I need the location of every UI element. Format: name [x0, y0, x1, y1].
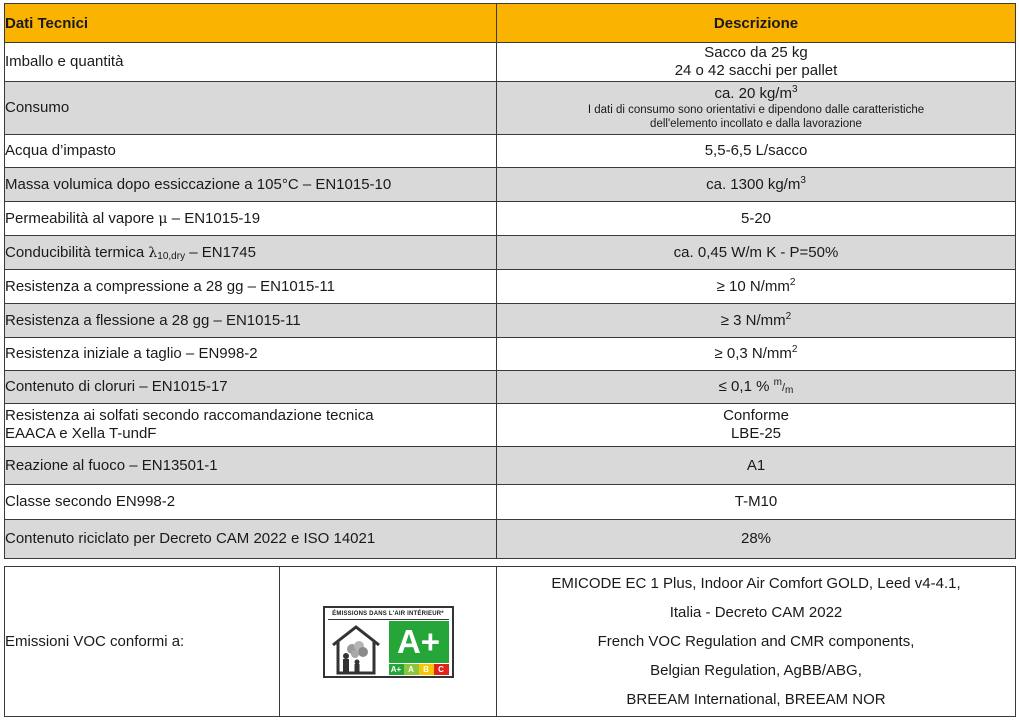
value-consumo [497, 82, 1016, 135]
scale-b: B [419, 664, 434, 675]
header-descrizione: Descrizione [497, 4, 1016, 43]
value-acqua: 5,5-6,5 L/sacco [497, 135, 1016, 168]
value-fuoco: A1 [497, 447, 1016, 485]
label-cloruri: Contenuto di cloruri – EN1015-17 [5, 371, 497, 404]
value-taglio [497, 338, 1016, 371]
value-flessione-main: ≥ 3 N/mm [720, 311, 786, 329]
value-flessione-sup: 2 [785, 310, 792, 322]
scale-a: A [404, 664, 419, 675]
voc-line-3: French VOC Regulation and CMR components, [597, 633, 915, 650]
value-flessione [497, 304, 1016, 338]
value-taglio-sup: 2 [791, 344, 798, 355]
label-riciclato: Contenuto riciclato per Decreto CAM 2022 e ISO 14021 [5, 520, 497, 559]
value-classe: T-M10 [497, 485, 1016, 520]
row-cloruri [5, 371, 1016, 404]
mu-symbol: μ [158, 210, 168, 227]
row-acqua [5, 135, 1016, 168]
label-solfati-line1: Resistenza ai solfati secondo raccomandazione tecnica [5, 407, 374, 424]
consumo-note-line1: I dati di consumo sono orientativi e dipendono dalle caratteristiche [587, 104, 925, 116]
row-permeabilita [5, 202, 1016, 236]
value-cloruri-sub: m [785, 384, 794, 396]
row-consumo [5, 82, 1016, 135]
value-imballo-line2: 24 o 42 sacchi per pallet [674, 62, 838, 79]
lambda-symbol: λ [148, 244, 158, 261]
value-massa-main: ca. 1300 kg/m [706, 175, 801, 193]
value-permeabilita: 5-20 [497, 202, 1016, 236]
row-taglio [5, 338, 1016, 371]
header-dati-tecnici: Dati Tecnici [5, 4, 497, 43]
label-taglio: Resistenza iniziale a taglio – EN998-2 [5, 338, 497, 371]
label-classe: Classe secondo EN998-2 [5, 485, 497, 520]
label-imballo: Imballo e quantità [5, 43, 497, 82]
row-flessione [5, 304, 1016, 338]
label-conducibilita [5, 236, 497, 270]
value-solfati-line1: Conforme [723, 407, 789, 424]
value-solfati [497, 404, 1016, 447]
row-compressione [5, 270, 1016, 304]
value-compressione [497, 270, 1016, 304]
label-permeabilita-post: – EN1015-19 [167, 209, 261, 227]
row-imballo [5, 43, 1016, 82]
lambda-subscript: 10,dry [157, 250, 186, 262]
row-voc [5, 567, 1016, 717]
voc-table [4, 566, 1016, 717]
label-conducibilita-post: – EN1745 [185, 243, 256, 261]
voc-line-5: BREEAM International, BREEAM NOR [626, 691, 886, 708]
row-massa [5, 168, 1016, 202]
voc-line-4: Belgian Regulation, AgBB/ABG, [650, 662, 862, 679]
scale-a-plus: A+ [389, 664, 404, 675]
label-acqua: Acqua d’impasto [5, 135, 497, 168]
badge-heading: ÉMISSIONS DANS L'AIR INTÉRIEUR* [328, 610, 449, 620]
row-solfati [5, 404, 1016, 447]
row-riciclato [5, 520, 1016, 559]
value-compressione-sup: 2 [789, 276, 796, 288]
row-classe [5, 485, 1016, 520]
voc-line-1: EMICODE EC 1 Plus, Indoor Air Comfort GOLD, Leed v4-4.1, [551, 575, 961, 592]
label-voc: Emissioni VOC conformi a: [5, 567, 280, 717]
value-cloruri [497, 371, 1016, 404]
label-fuoco: Reazione al fuoco – EN13501-1 [5, 447, 497, 485]
consumo-note-line2: dell'elemento incollato e dalla lavorazione [650, 118, 862, 130]
value-massa-sup: 3 [800, 174, 806, 186]
value-voc [497, 567, 1016, 717]
value-compressione-main: ≥ 10 N/mm [716, 277, 790, 295]
label-conducibilita-pre: Conducibilità termica [5, 243, 149, 261]
label-flessione: Resistenza a flessione a 28 gg – EN1015-11 [5, 304, 497, 338]
voc-emission-badge [323, 606, 454, 678]
header-row [5, 4, 1016, 43]
row-conducibilita [5, 236, 1016, 270]
label-consumo: Consumo [5, 82, 497, 135]
badge-scale [389, 664, 449, 675]
label-permeabilita-pre: Permeabilità al vapore [5, 209, 159, 227]
value-consumo-main: ca. 20 kg/m [714, 85, 792, 102]
badge-grade: A+ [389, 621, 449, 663]
label-massa: Massa volumica dopo essiccazione a 105°C – EN1015-10 [5, 168, 497, 202]
voc-badge-cell [280, 567, 497, 717]
value-cloruri-sup: m [773, 376, 782, 388]
label-permeabilita [5, 202, 497, 236]
value-cloruri-slash: / [781, 381, 785, 394]
label-solfati-line2: EAACA e Xella T-undF [5, 425, 157, 442]
scale-c: C [434, 664, 449, 675]
value-consumo-sup: 3 [791, 84, 798, 95]
house-icon [330, 623, 382, 675]
label-solfati [5, 404, 497, 447]
voc-line-2: Italia - Decreto CAM 2022 [669, 604, 843, 621]
value-solfati-line2: LBE-25 [730, 425, 782, 442]
value-riciclato: 28% [497, 520, 1016, 559]
value-imballo [497, 43, 1016, 82]
row-fuoco [5, 447, 1016, 485]
value-taglio-main: ≥ 0,3 N/mm [714, 345, 792, 362]
technical-data-table [4, 3, 1016, 559]
value-massa [497, 168, 1016, 202]
value-imballo-line1: Sacco da 25 kg [704, 44, 808, 61]
label-compressione: Resistenza a compressione a 28 gg – EN1015-11 [5, 270, 497, 304]
value-cloruri-main: ≤ 0,1 % [718, 377, 774, 395]
value-conducibilita: ca. 0,45 W/m K - P=50% [497, 236, 1016, 270]
